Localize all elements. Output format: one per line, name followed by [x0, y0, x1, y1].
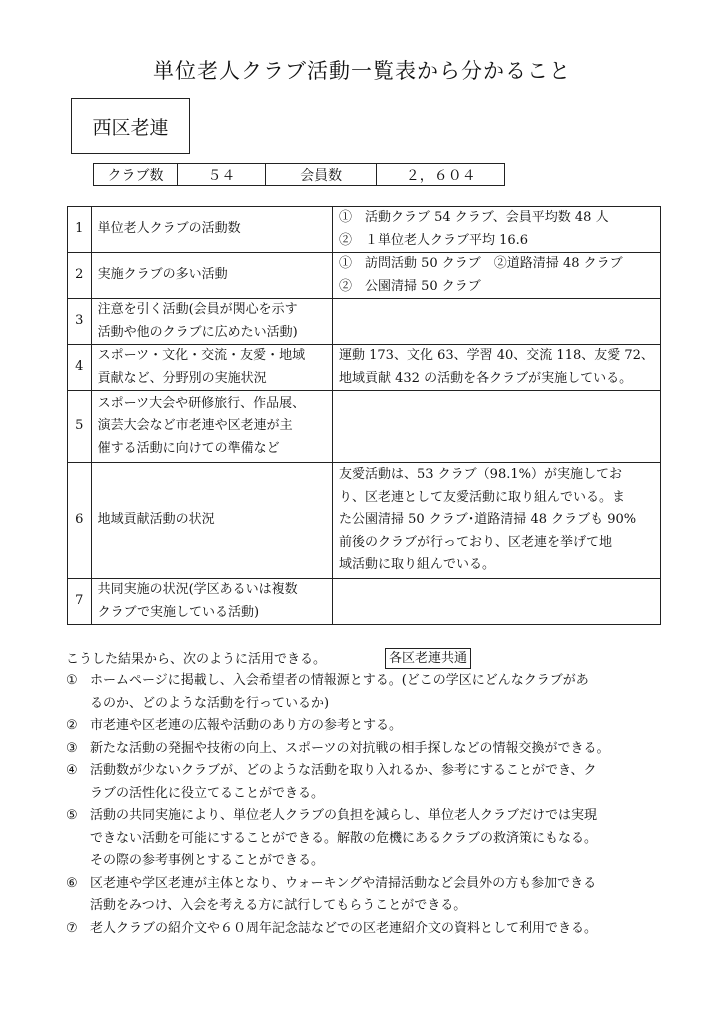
- list-text-line: 老人クラブの紹介文や６０周年記念誌などでの区老連紹介文の資料として利用できる。: [90, 920, 598, 936]
- table-row: [68, 579, 661, 625]
- description-line: ① 活動クラブ 54 クラブ、会員平均数 48 人: [339, 210, 609, 225]
- row-item: [91, 391, 332, 463]
- intro-text: こうした結果から、次のように活用できる。: [66, 652, 327, 667]
- list-item: [66, 805, 666, 873]
- table-row: [68, 463, 661, 579]
- table-row: [68, 253, 661, 299]
- row-number: 1: [68, 207, 92, 253]
- description-line: ② 公園清掃 50 クラブ: [339, 278, 481, 294]
- description-line: ② １単位老人クラブ平均 16.6: [339, 232, 529, 248]
- description-line: 地域貢献 432 の活動を各クラブが実施している。: [339, 370, 633, 386]
- list-item: [66, 715, 666, 738]
- list-number: ⑥: [66, 875, 78, 891]
- table-row: [68, 345, 661, 391]
- item-line: 地域貢献活動の状況: [97, 512, 215, 528]
- usage-list: [66, 670, 666, 940]
- row-number: 4: [68, 345, 92, 391]
- item-line: 催する活動に向けての準備など: [97, 440, 280, 456]
- item-line: 共同実施の状況(学区あるいは複数: [97, 582, 298, 597]
- page-title: 単位老人クラブ活動一覧表から分かること: [153, 59, 571, 83]
- row-item: [91, 345, 332, 391]
- row-number: 5: [68, 391, 92, 463]
- list-text-line: るのか、どのような活動を行っているか): [90, 695, 330, 711]
- list-text-line: 活動の共同実施により、単位老人クラブの負担を減らし、単位老人クラブだけでは実現: [90, 808, 598, 823]
- description-line: た公園清掃 50 クラブ･道路清掃 48 クラブも 90%: [339, 512, 637, 528]
- row-number: 6: [68, 463, 92, 579]
- row-description: [333, 579, 661, 625]
- table-row: [68, 391, 661, 463]
- list-text-line: 市老連や区老連の広報や活動のあり方の参考とする。: [90, 718, 403, 733]
- item-line: 演芸大会など市老連や区老連が主: [97, 418, 293, 434]
- list-number: ③: [66, 740, 78, 756]
- description-line: ① 訪問活動 50 クラブ ②道路清掃 48 クラブ: [339, 256, 623, 271]
- list-item: [66, 873, 666, 918]
- list-item: [66, 760, 666, 805]
- list-item: [66, 918, 666, 941]
- list-text-line: できない活動を可能にすることができる。解散の危機にあるクラブの救済策にもなる。: [90, 830, 598, 846]
- list-text-line: その際の参考事例とすることができる。: [90, 853, 325, 868]
- clubs-value: ５４: [177, 164, 265, 186]
- item-line: クラブで実施している活動): [97, 604, 260, 620]
- item-line: 実施クラブの多い活動: [97, 267, 228, 283]
- row-number: 3: [68, 299, 92, 345]
- row-description: [333, 207, 661, 253]
- row-item: [91, 299, 332, 345]
- item-line: スポーツ・文化・交流・友愛・地域: [97, 348, 306, 363]
- list-text-line: 活動数が少ないクラブが、どのような活動を取り入れるか、参考にすることができ、ク: [90, 763, 597, 778]
- list-text-line: ホームページに掲載し、入会希望者の情報源とする。(どこの学区にどんなクラブがあ: [90, 673, 589, 688]
- description-line: り、区老連として友愛活動に取り組んでいる。ま: [339, 489, 626, 505]
- row-item: [91, 579, 332, 625]
- item-line: スポーツ大会や研修旅行、作品展、: [97, 395, 306, 411]
- item-line: 貢献など、分野別の実施状況: [97, 370, 267, 386]
- row-description: [333, 391, 661, 463]
- list-item: [66, 738, 666, 761]
- table-row: [68, 207, 661, 253]
- activity-table: [67, 206, 661, 625]
- row-description: [333, 253, 661, 299]
- description-line: 前後のクラブが行っており、区老連を挙げて地: [339, 534, 613, 550]
- members-label: 会員数: [265, 164, 377, 186]
- row-number: 7: [68, 579, 92, 625]
- list-text-line: 区老連や学区老連が主体となり、ウォーキングや清掃活動など会員外の方も参加できる: [90, 875, 597, 891]
- row-description: [333, 345, 661, 391]
- list-number: ①: [66, 673, 78, 688]
- district-name: 西区老連: [92, 116, 169, 139]
- list-number: ②: [66, 718, 78, 733]
- row-description: [333, 463, 661, 579]
- table-row: [68, 299, 661, 345]
- list-number: ⑤: [66, 808, 78, 823]
- list-text-line: 活動をみつけ、入会を考える方に試行してもらうことができる。: [90, 898, 467, 913]
- common-tag: 各区老連共通: [385, 648, 471, 669]
- clubs-label: クラブ数: [94, 164, 178, 186]
- row-item: [91, 463, 332, 579]
- members-value: ２，６０４: [377, 164, 505, 186]
- row-item: [91, 253, 332, 299]
- description-line: 域活動に取り組んでいる。: [339, 557, 496, 573]
- description-line: 友愛活動は、53 クラブ（98.1%）が実施してお: [339, 467, 622, 483]
- list-text-line: ラブの活性化に役立てることができる。: [90, 785, 325, 801]
- item-line: 単位老人クラブの活動数: [97, 221, 241, 237]
- list-text-line: 新たな活動の発掘や技術の向上、スポーツの対抗戦の相手探しなどの情報交換ができる。: [90, 740, 610, 756]
- item-line: 注意を引く活動(会員が関心を示す: [97, 302, 298, 317]
- row-item: [91, 207, 332, 253]
- stats-table: [93, 163, 505, 186]
- item-line: 活動や他のクラブに広めたい活動): [97, 324, 298, 340]
- list-number: ⑦: [66, 920, 78, 936]
- district-label: [71, 98, 190, 154]
- list-number: ④: [66, 763, 78, 778]
- list-item: [66, 670, 666, 715]
- row-number: 2: [68, 253, 92, 299]
- description-line: 運動 173、文化 63、学習 40、交流 118、友愛 72、: [339, 348, 654, 363]
- row-description: [333, 299, 661, 345]
